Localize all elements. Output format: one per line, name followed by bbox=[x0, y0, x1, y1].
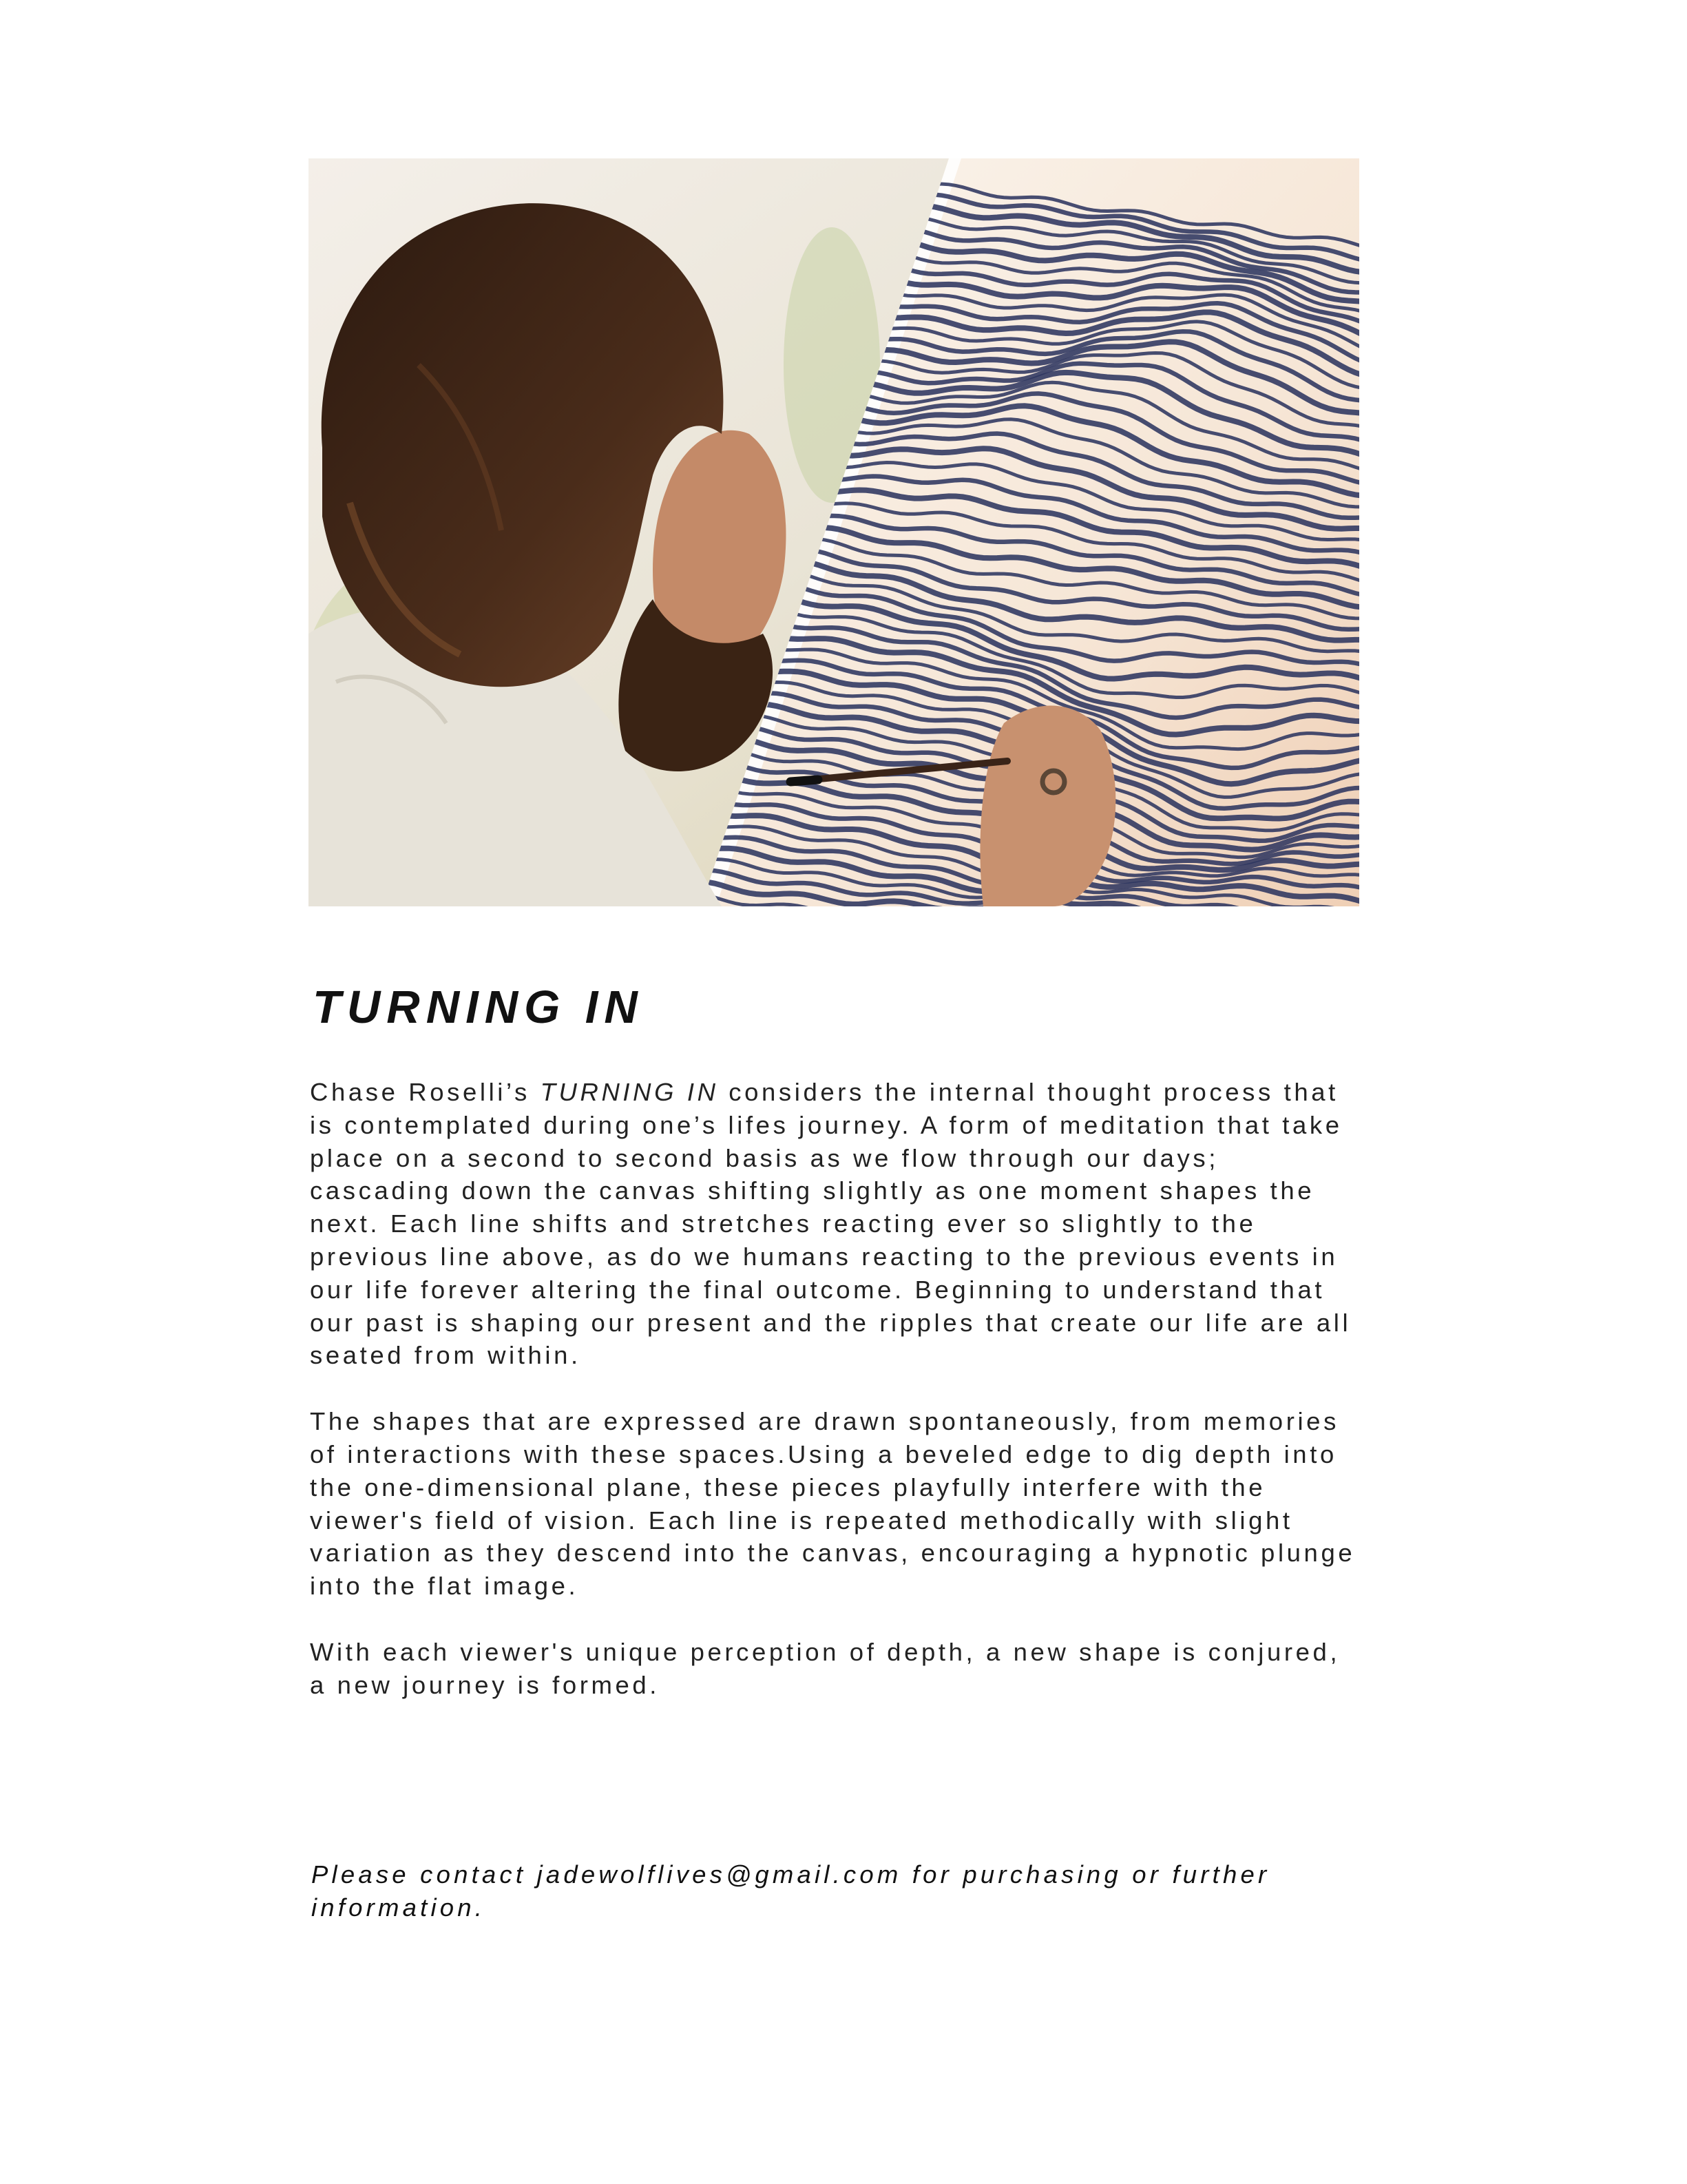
paragraph-2: The shapes that are expressed are drawn spontaneously, from memories of interactions with these spaces.Using a beveled edge to dig depth into the one-dimensional plane, these pieces playfully interfere with the viewer's field of vision. Each line is repeated methodically with slight variation as they descend into the canvas, encouraging a hypnotic plunge into the flat image. bbox=[310, 1407, 1356, 1601]
artist-name: Chase Roselli’s bbox=[310, 1078, 541, 1106]
paragraph-3: With each viewer's unique perception of depth, a new shape is conjured, a new journey is formed. bbox=[310, 1637, 1341, 1699]
artist-photo bbox=[308, 158, 1359, 906]
inline-work-title: TURNING IN bbox=[540, 1078, 719, 1106]
artist-hand bbox=[980, 706, 1115, 906]
paragraph-1 bbox=[310, 1076, 1363, 1372]
contact-info: Please contact jadewolflives@gmail.com for purchasing or further information. bbox=[311, 1860, 1270, 1922]
artwork-description bbox=[310, 1076, 1363, 1735]
paragraph-1-text: considers the internal thought process that is contemplated during one’s lifes journey. A form of meditation that take place on a second to second basis as we flow through our days; cascading down the canvas shifting slightly as one moment shapes the next. Each line shifts and stretches reacting ever so slightly to the previous line above, as do we humans reacting to the previous events in our life forever altering the final outcome. Beginning to understand that our past is shaping our present and the ripples that create our life are all seated from within. bbox=[310, 1078, 1352, 1370]
artwork-title: TURNING IN bbox=[313, 981, 644, 1033]
artist-painting-image bbox=[308, 158, 1359, 906]
